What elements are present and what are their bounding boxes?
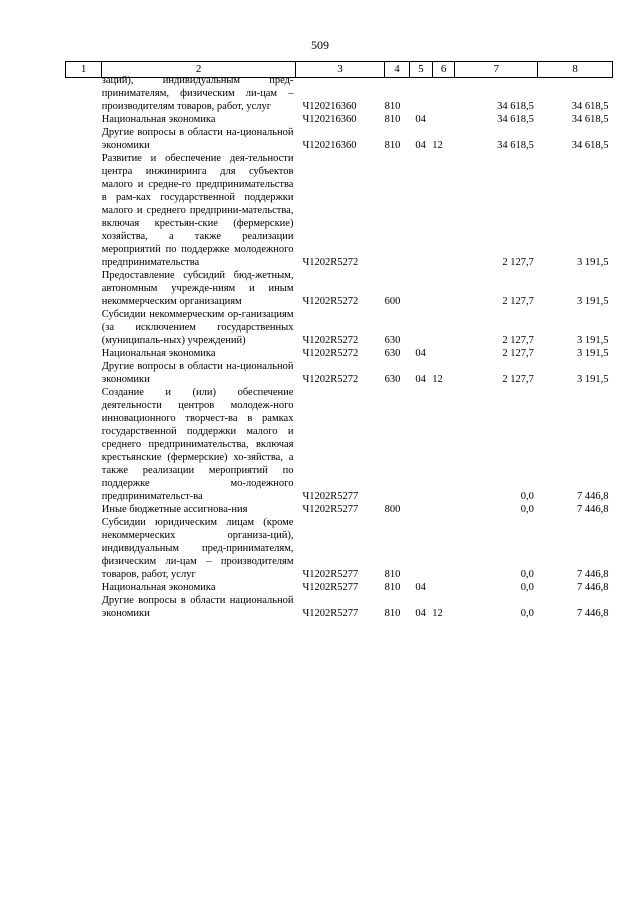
subsection-code — [432, 594, 455, 620]
blank-cell — [66, 126, 102, 152]
expense-type — [385, 152, 410, 269]
amount-year-2-text: 34 618,5 — [571, 114, 609, 125]
amount-year-1-text: 2 127,7 — [502, 348, 534, 359]
budget-table — [65, 61, 613, 620]
item-name — [102, 269, 296, 308]
amount-year-2 — [538, 308, 613, 347]
table-body — [66, 75, 613, 621]
section-code — [409, 113, 432, 126]
amount-year-2 — [538, 126, 613, 152]
amount-year-1-text: 2 127,7 — [502, 374, 534, 385]
amount-year-2-text: 34 618,5 — [571, 101, 609, 112]
section-code — [409, 152, 432, 269]
table-row — [66, 152, 613, 269]
section-code — [409, 581, 432, 594]
amount-year-2 — [538, 386, 613, 503]
target-code — [295, 360, 384, 386]
item-name — [102, 113, 296, 126]
amount-year-1 — [455, 503, 538, 516]
item-name — [102, 503, 296, 516]
expense-type — [385, 269, 410, 308]
item-name-text: Развитие и обеспечение дея-тельности центра инжиниринга для субъектов малого и средне-го предпринимательства в рам-ках государственной поддержки малого и среднего предприни-мательства, включая крестьян-ские (фермерские) хозяйства, а также реализации мероприятий по поддержке молодежного предпринимательства — [101, 153, 294, 268]
item-name-text: Предоставление субсидий бюд-жетным, автономным учрежде-ниям и иным некоммерческим организациям — [101, 270, 294, 307]
amount-year-2-text: 34 618,5 — [571, 140, 609, 151]
target-code-text: Ч1202R5277 — [302, 569, 359, 580]
table-row — [66, 581, 613, 594]
blank-cell — [66, 269, 102, 308]
amount-year-1-text: 0,0 — [520, 504, 534, 515]
amount-year-1-text: 0,0 — [520, 491, 534, 502]
table-row — [66, 113, 613, 126]
table-row — [66, 360, 613, 386]
amount-year-2 — [538, 269, 613, 308]
amount-year-2-text: 3 191,5 — [577, 296, 609, 307]
subsection-code — [432, 269, 455, 308]
column-header-3: 3 — [295, 62, 384, 78]
amount-year-2 — [538, 503, 613, 516]
subsection-code-text: 12 — [432, 608, 443, 619]
amount-year-2-text: 7 446,8 — [577, 491, 609, 502]
target-code — [295, 126, 384, 152]
page-number: 509 — [311, 38, 329, 52]
subsection-code — [432, 308, 455, 347]
target-code-text: Ч1202R5272 — [302, 374, 359, 385]
item-name-text: Национальная экономика — [101, 114, 216, 125]
table-row — [66, 126, 613, 152]
item-name-text: Другие вопросы в области национальной экономики — [101, 595, 294, 619]
subsection-code — [432, 503, 455, 516]
section-code — [409, 308, 432, 347]
amount-year-1-text: 0,0 — [520, 569, 534, 580]
item-name-text: Субсидии юридическим лицам (кроме некоммерческих организа-ций), индивидуальным пред-принимателям, физическим ли-цам – производителям товаров, работ, услуг — [101, 517, 294, 580]
item-name — [102, 594, 296, 620]
item-name — [102, 386, 296, 503]
table-row — [66, 269, 613, 308]
subsection-code — [432, 386, 455, 503]
amount-year-2-text: 3 191,5 — [577, 374, 609, 385]
expense-type-text: 600 — [384, 296, 401, 307]
amount-year-1 — [455, 386, 538, 503]
target-code — [295, 113, 384, 126]
expense-type — [385, 594, 410, 620]
target-code-text: Ч1202R5272 — [302, 296, 359, 307]
expense-type-text: 810 — [384, 569, 401, 580]
item-name — [101, 75, 296, 114]
column-header-5: 5 — [409, 62, 432, 78]
expense-type — [385, 386, 410, 503]
section-code — [409, 594, 432, 620]
blank-cell — [66, 347, 102, 360]
subsection-code — [432, 126, 455, 152]
expense-type — [385, 347, 410, 360]
amount-year-2-text: 7 446,8 — [577, 504, 609, 515]
item-name-text: Иные бюджетные ассигнова-ния — [101, 504, 248, 515]
amount-year-1-text: 2 127,7 — [502, 296, 534, 307]
target-code-text: Ч120216360 — [302, 114, 357, 125]
target-code — [295, 581, 384, 594]
amount-year-1 — [455, 78, 538, 114]
table-row — [66, 594, 613, 620]
amount-year-1 — [455, 581, 538, 594]
section-code — [409, 360, 432, 386]
expense-type-text: 810 — [384, 101, 401, 112]
table-row — [66, 516, 613, 581]
section-code — [409, 78, 432, 114]
amount-year-1-text: 34 618,5 — [497, 140, 534, 151]
blank-cell — [66, 113, 102, 126]
table-row — [66, 308, 613, 347]
item-name — [102, 347, 296, 360]
target-code — [295, 269, 384, 308]
subsection-code — [432, 113, 455, 126]
expense-type — [385, 126, 410, 152]
item-name-text: Другие вопросы в области на-циональной экономики — [101, 127, 294, 151]
amount-year-1 — [455, 113, 538, 126]
blank-cell — [66, 594, 102, 620]
target-code-text: Ч1202R5272 — [302, 257, 359, 268]
expense-type-text: 810 — [384, 608, 401, 619]
amount-year-1-text: 0,0 — [520, 608, 534, 619]
amount-year-1 — [455, 516, 538, 581]
blank-cell — [66, 308, 102, 347]
item-name-text: заций), индивидуальным пред-принимателям, физическим ли-цам – производителям товаров, работ, услуг — [101, 75, 294, 112]
item-name — [102, 516, 296, 581]
item-name-text: Создание и (или) обеспечение деятельности центров молодеж-ного инновационного творчест-ва в рамках государственной поддержки малого и среднего предпринимательства, включая крестьянские (фермерские) хо-зяйства, а также реализации мероприятий по поддержке мо-лодежного предпринимательст-ва — [101, 387, 294, 502]
section-code — [409, 516, 432, 581]
amount-year-2 — [538, 360, 613, 386]
blank-cell — [66, 360, 102, 386]
target-code-text: Ч1202R5277 — [302, 582, 359, 593]
target-code — [295, 308, 384, 347]
target-code — [295, 78, 384, 114]
subsection-code — [432, 581, 455, 594]
table-row — [66, 386, 613, 503]
item-name-text: Субсидии некоммерческим ор-ганизациям (за исключением государственных (муниципаль-ных) учреждений) — [101, 309, 294, 346]
expense-type-text: 630 — [384, 335, 401, 346]
amount-year-1-text: 0,0 — [520, 582, 534, 593]
target-code-text: Ч1202R5272 — [302, 348, 359, 359]
section-code-text: 04 — [415, 140, 426, 151]
amount-year-1 — [455, 269, 538, 308]
amount-year-2-text: 7 446,8 — [577, 569, 609, 580]
amount-year-2 — [538, 581, 613, 594]
column-header-8: 8 — [538, 62, 613, 78]
expense-type — [385, 516, 410, 581]
item-name — [102, 152, 296, 269]
subsection-code-text: 12 — [432, 140, 443, 151]
column-header-1: 1 — [66, 62, 102, 78]
target-code-text: Ч120216360 — [302, 101, 357, 112]
blank-cell — [66, 581, 102, 594]
subsection-code — [432, 516, 455, 581]
subsection-code-text: 12 — [432, 374, 443, 385]
amount-year-2 — [538, 594, 613, 620]
item-name — [102, 126, 296, 152]
item-name — [102, 308, 296, 347]
amount-year-1-text: 2 127,7 — [502, 335, 534, 346]
expense-type-text: 800 — [384, 504, 401, 515]
amount-year-2 — [538, 113, 613, 126]
section-code-text: 04 — [415, 348, 426, 359]
expense-type-text: 810 — [384, 582, 401, 593]
section-code-text: 04 — [415, 608, 426, 619]
target-code — [295, 386, 384, 503]
table-row — [66, 503, 613, 516]
target-code — [295, 594, 384, 620]
expense-type — [385, 308, 410, 347]
item-name-text: Национальная экономика — [101, 582, 216, 593]
expense-type-text: 810 — [384, 114, 401, 125]
section-code-text: 04 — [415, 374, 426, 385]
target-code — [295, 152, 384, 269]
blank-cell — [66, 503, 102, 516]
amount-year-1 — [455, 594, 538, 620]
amount-year-2 — [538, 516, 613, 581]
table-row — [66, 78, 613, 114]
section-code — [409, 503, 432, 516]
subsection-code — [432, 360, 455, 386]
expense-type — [385, 503, 410, 516]
item-name-text: Другие вопросы в области на-циональной экономики — [101, 361, 294, 385]
expense-type — [385, 581, 410, 594]
target-code-text: Ч1202R5272 — [302, 335, 359, 346]
target-code-text: Ч1202R5277 — [302, 491, 359, 502]
column-header-6: 6 — [432, 62, 455, 78]
amount-year-1 — [455, 126, 538, 152]
target-code-text: Ч1202R5277 — [302, 608, 359, 619]
amount-year-1-text: 34 618,5 — [497, 101, 534, 112]
section-code-text: 04 — [415, 114, 426, 125]
amount-year-1 — [455, 347, 538, 360]
amount-year-2-text: 7 446,8 — [577, 608, 609, 619]
expense-type-text: 630 — [384, 348, 401, 359]
column-header-4: 4 — [385, 62, 410, 78]
section-code — [409, 126, 432, 152]
item-name — [102, 360, 296, 386]
amount-year-2-text: 3 191,5 — [577, 257, 609, 268]
target-code — [295, 516, 384, 581]
expense-type-text: 630 — [384, 374, 401, 385]
section-code — [409, 269, 432, 308]
column-header-7: 7 — [455, 62, 538, 78]
target-code — [295, 347, 384, 360]
blank-cell — [66, 516, 102, 581]
expense-type — [385, 78, 410, 114]
amount-year-2 — [538, 78, 613, 114]
amount-year-1-text: 34 618,5 — [497, 114, 534, 125]
blank-cell — [66, 78, 102, 114]
target-code — [295, 503, 384, 516]
subsection-code — [432, 152, 455, 269]
table-row — [66, 347, 613, 360]
amount-year-1 — [455, 152, 538, 269]
amount-year-2 — [538, 347, 613, 360]
amount-year-1-text: 2 127,7 — [502, 257, 534, 268]
expense-type — [385, 360, 410, 386]
section-code — [409, 386, 432, 503]
amount-year-1 — [455, 308, 538, 347]
amount-year-2-text: 3 191,5 — [577, 335, 609, 346]
section-code-text: 04 — [415, 582, 426, 593]
subsection-code — [432, 347, 455, 360]
item-name — [102, 581, 296, 594]
section-code — [409, 347, 432, 360]
blank-cell — [66, 386, 102, 503]
amount-year-2-text: 3 191,5 — [577, 348, 609, 359]
blank-cell — [66, 152, 102, 269]
target-code-text: Ч120216360 — [302, 140, 357, 151]
item-name-text: Национальная экономика — [101, 348, 216, 359]
expense-type-text: 810 — [384, 140, 401, 151]
expense-type — [385, 113, 410, 126]
amount-year-2 — [538, 152, 613, 269]
amount-year-1 — [455, 360, 538, 386]
target-code-text: Ч1202R5277 — [302, 504, 359, 515]
column-header-2: 2 — [102, 62, 296, 78]
amount-year-2-text: 7 446,8 — [577, 582, 609, 593]
subsection-code — [432, 78, 455, 114]
